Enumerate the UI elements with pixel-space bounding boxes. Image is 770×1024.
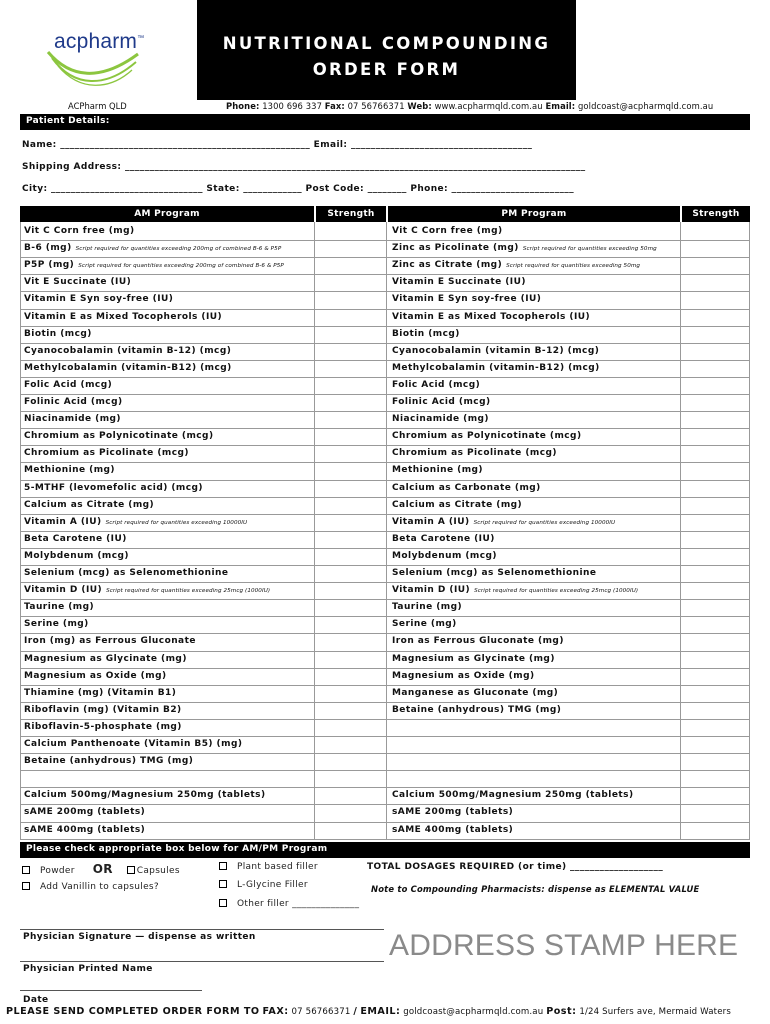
am-strength-input[interactable] bbox=[316, 480, 386, 497]
contact-details: Phone: 1300 696 337 Fax: 07 56766371 Web: www.acpharmqld.com.au Email: goldcoast@acpharmqld.com.au bbox=[226, 101, 714, 111]
pharmacist-note: Note to Compounding Pharmacists: dispense as ELEMENTAL VALUE bbox=[371, 884, 700, 894]
am-item-row bbox=[20, 633, 314, 650]
am-strength-input[interactable] bbox=[316, 394, 386, 411]
pm-strength-input[interactable] bbox=[682, 377, 750, 394]
pm-item-label: Manganese as Gluconate (mg) bbox=[392, 687, 559, 698]
am-item-label: Methylcobalamin (vitamin-B12) (mcg) bbox=[24, 362, 232, 373]
pm-item-row bbox=[388, 702, 680, 719]
am-item-row bbox=[20, 787, 314, 804]
am-item-label: Molybdenum (mcg) bbox=[24, 550, 129, 561]
am-item-label: Vitamin D (IU) bbox=[24, 585, 103, 596]
am-item-row bbox=[20, 599, 314, 616]
pm-strength-input[interactable] bbox=[682, 599, 750, 616]
pm-item-row bbox=[388, 480, 680, 497]
pm-strength-input[interactable] bbox=[682, 343, 750, 360]
location-label: ACPharm QLD bbox=[68, 101, 127, 111]
am-item-label: Vitamin A (IU) bbox=[24, 516, 102, 527]
am-item-label: P5P (mg) bbox=[24, 260, 75, 271]
pm-strength-input[interactable] bbox=[682, 514, 750, 531]
pm-item-script-note: Script required for quantities exceeding 50mg bbox=[522, 246, 657, 253]
am-strength-input[interactable] bbox=[316, 411, 386, 428]
pm-item-label: Folic Acid (mcg) bbox=[392, 379, 481, 390]
am-item-script-note: Script required for quantities exceeding 25mcg (1000IU) bbox=[106, 588, 271, 595]
pm-strength-input[interactable] bbox=[682, 480, 750, 497]
pm-item-row bbox=[388, 616, 680, 633]
am-item-row bbox=[20, 411, 314, 428]
pm-strength-input[interactable] bbox=[682, 445, 750, 462]
pm-item-row bbox=[388, 565, 680, 582]
am-strength-input[interactable] bbox=[316, 787, 386, 804]
am-item-row bbox=[20, 719, 314, 736]
column-divider bbox=[20, 222, 21, 839]
am-item-label: Folinic Acid (mcg) bbox=[24, 397, 123, 407]
am-item-row bbox=[20, 223, 314, 240]
am-item-label: Methionine (mg) bbox=[24, 465, 115, 476]
pm-item-row bbox=[388, 668, 680, 685]
name-email-field[interactable]: Name: ___________________________________________________ Email: _____________________________________ bbox=[22, 140, 533, 150]
or-label: OR bbox=[92, 862, 113, 876]
title-line-1: NUTRITIONAL COMPOUNDING bbox=[222, 34, 551, 53]
pm-item-row bbox=[388, 343, 680, 360]
pm-item-row bbox=[388, 599, 680, 616]
pm-item-label: Betaine (anhydrous) TMG (mg) bbox=[392, 704, 562, 715]
am-item-row bbox=[20, 514, 314, 531]
pm-item-row bbox=[388, 753, 680, 770]
am-item-script-note: Script required for quantities exceeding 10000IU bbox=[105, 519, 248, 526]
pm-strength-input[interactable] bbox=[682, 274, 750, 291]
pm-strength-input[interactable] bbox=[682, 309, 750, 326]
pm-item-label: Taurine (mg) bbox=[392, 602, 463, 613]
am-item-label: 5-MTHF (levomefolic acid) (mcg) bbox=[24, 482, 203, 493]
am-strength-input[interactable] bbox=[316, 343, 386, 360]
pm-item-label: Vitamin E Syn soy-free (IU) bbox=[392, 294, 542, 305]
am-item-row bbox=[20, 548, 314, 565]
logo-wordmark: acpharm™ bbox=[54, 30, 145, 53]
pm-strength-input[interactable] bbox=[682, 548, 750, 565]
am-item-label: Calcium Panthenoate (Vitamin B5) (mg) bbox=[24, 739, 243, 749]
options-header: Please check appropriate box below for AM/PM Program bbox=[20, 842, 750, 858]
pm-strength-input[interactable] bbox=[682, 240, 750, 257]
pm-strength-input[interactable] bbox=[682, 428, 750, 445]
capsules-checkbox[interactable] bbox=[127, 866, 135, 874]
am-item-row bbox=[20, 702, 314, 719]
signature-top-divider bbox=[20, 929, 384, 930]
pm-item-label: Molybdenum (mcg) bbox=[392, 550, 497, 561]
pm-strength-input[interactable] bbox=[682, 702, 750, 719]
am-program-header: AM Program bbox=[20, 206, 314, 222]
am-strength-input[interactable] bbox=[316, 428, 386, 445]
physician-printed-name-label: Physician Printed Name bbox=[23, 964, 153, 974]
am-item-label: Folic Acid (mcg) bbox=[24, 379, 113, 390]
pm-item-label: Vitamin E as Mixed Tocopherols (IU) bbox=[392, 311, 591, 322]
pm-item-label: Folinic Acid (mcg) bbox=[392, 397, 491, 407]
am-strength-input[interactable] bbox=[316, 514, 386, 531]
am-item-row bbox=[20, 445, 314, 462]
pm-item-row bbox=[388, 822, 680, 839]
pm-item-row bbox=[388, 360, 680, 377]
other-filler-option[interactable]: Other filler ______________ bbox=[219, 899, 359, 909]
am-strength-input[interactable] bbox=[316, 668, 386, 685]
pm-strength-input[interactable] bbox=[682, 804, 750, 821]
physician-signature-line[interactable] bbox=[20, 961, 384, 962]
pm-item-row bbox=[388, 445, 680, 462]
am-strength-input[interactable] bbox=[316, 616, 386, 633]
am-item-label: sAME 400mg (tablets) bbox=[24, 824, 146, 835]
row-divider bbox=[20, 839, 750, 840]
am-item-row bbox=[20, 377, 314, 394]
pm-item-label: Magnesium as Glycinate (mg) bbox=[392, 653, 555, 664]
am-strength-input[interactable] bbox=[316, 582, 386, 599]
footer-send-instructions: PLEASE SEND COMPLETED ORDER FORM TO FAX: 07 56766371 / EMAIL: goldcoast@acpharmqld.com.au Post: 1/24 Surfers ave, Mermaid Waters bbox=[6, 1006, 731, 1017]
pm-strength-input[interactable] bbox=[682, 633, 750, 650]
am-strength-input[interactable] bbox=[316, 291, 386, 308]
am-strength-input[interactable] bbox=[316, 240, 386, 257]
am-item-row bbox=[20, 394, 314, 411]
pm-item-row bbox=[388, 685, 680, 702]
am-item-label: Thiamine (mg) (Vitamin B1) bbox=[24, 687, 177, 698]
am-item-row bbox=[20, 326, 314, 343]
am-item-row bbox=[20, 360, 314, 377]
capsules-label: Capsules bbox=[136, 866, 180, 876]
powder-option[interactable]: Powder OR Capsules bbox=[22, 862, 180, 876]
pm-strength-input[interactable] bbox=[682, 497, 750, 514]
am-item-label: Betaine (anhydrous) TMG (mg) bbox=[24, 756, 194, 767]
am-item-script-note: Script required for quantities exceeding 200mg of combined B-6 & P5P bbox=[78, 263, 284, 270]
physician-printed-name-line[interactable] bbox=[20, 990, 202, 991]
pm-item-label: sAME 400mg (tablets) bbox=[392, 824, 514, 835]
column-divider bbox=[386, 222, 387, 839]
am-item-label: Vitamin E Syn soy-free (IU) bbox=[24, 294, 174, 305]
am-item-row bbox=[20, 274, 314, 291]
pm-item-label: Biotin (mcg) bbox=[392, 328, 460, 339]
pm-item-script-note: Script required for quantities exceeding 10000IU bbox=[473, 519, 616, 526]
am-item-label: Iron (mg) as Ferrous Gluconate bbox=[24, 636, 196, 647]
pm-item-row bbox=[388, 326, 680, 343]
pm-item-row bbox=[388, 257, 680, 274]
am-item-row bbox=[20, 582, 314, 599]
am-item-row bbox=[20, 480, 314, 497]
pm-strength-input[interactable] bbox=[682, 411, 750, 428]
pm-strength-input[interactable] bbox=[682, 360, 750, 377]
pm-item-label: Methylcobalamin (vitamin-B12) (mcg) bbox=[392, 362, 600, 373]
pm-item-row bbox=[388, 223, 680, 240]
am-strength-input[interactable] bbox=[316, 223, 386, 240]
pm-item-label: sAME 200mg (tablets) bbox=[392, 807, 514, 818]
pm-item-row bbox=[388, 309, 680, 326]
pm-item-row bbox=[388, 719, 680, 736]
pm-item-label: Vitamin D (IU) bbox=[392, 585, 471, 596]
pm-item-label: Cyanocobalamin (vitamin B-12) (mcg) bbox=[392, 345, 600, 356]
pm-item-row bbox=[388, 633, 680, 650]
pm-item-label: Selenium (mcg) as Selenomethionine bbox=[392, 568, 597, 578]
am-strength-input[interactable] bbox=[316, 651, 386, 668]
form-title bbox=[197, 0, 576, 100]
am-item-row bbox=[20, 462, 314, 479]
pm-item-label: Vitamin A (IU) bbox=[392, 516, 470, 527]
pm-item-row bbox=[388, 462, 680, 479]
pm-item-label: Methionine (mg) bbox=[392, 465, 483, 476]
am-strength-input[interactable] bbox=[316, 804, 386, 821]
contact-header bbox=[0, 100, 770, 113]
plant-filler-option[interactable]: Plant based filler bbox=[219, 862, 318, 872]
email-link[interactable]: goldcoast@acpharmqld.com.au bbox=[578, 101, 714, 111]
am-item-label: Selenium (mcg) as Selenomethionine bbox=[24, 568, 229, 578]
am-item-row bbox=[20, 257, 314, 274]
pm-item-label: Serine (mg) bbox=[392, 619, 457, 630]
am-item-row bbox=[20, 531, 314, 548]
pm-item-label: Chromium as Picolinate (mcg) bbox=[392, 448, 557, 459]
pm-strength-input[interactable] bbox=[682, 822, 750, 839]
lglycine-filler-option[interactable]: L-Glycine Filler bbox=[219, 880, 308, 890]
am-item-row bbox=[20, 822, 314, 839]
pm-strength-input[interactable] bbox=[682, 582, 750, 599]
am-item-label: Vit C Corn free (mg) bbox=[24, 226, 135, 236]
am-strength-input[interactable] bbox=[316, 719, 386, 736]
pm-strength-input[interactable] bbox=[682, 326, 750, 343]
am-item-row bbox=[20, 736, 314, 753]
column-divider bbox=[680, 222, 681, 839]
date-label: Date bbox=[23, 995, 49, 1005]
am-item-row bbox=[20, 668, 314, 685]
am-strength-input[interactable] bbox=[316, 462, 386, 479]
lglycine-filler-checkbox[interactable] bbox=[219, 880, 227, 888]
pm-strength-input[interactable] bbox=[682, 753, 750, 770]
pm-item-label: Zinc as Citrate (mg) bbox=[392, 260, 503, 271]
pm-item-row bbox=[388, 736, 680, 753]
am-item-label: Magnesium as Oxide (mg) bbox=[24, 670, 167, 681]
column-divider bbox=[749, 222, 750, 839]
logo-swoosh-icon bbox=[40, 48, 140, 92]
pm-item-label: Vit C Corn free (mg) bbox=[392, 226, 503, 236]
pm-strength-input[interactable] bbox=[682, 616, 750, 633]
pm-item-row bbox=[388, 651, 680, 668]
am-item-label: Chromium as Polynicotinate (mcg) bbox=[24, 431, 214, 442]
am-strength-header: Strength bbox=[316, 206, 386, 222]
pm-item-row bbox=[388, 240, 680, 257]
pm-strength-input[interactable] bbox=[682, 770, 750, 787]
am-item-row bbox=[20, 309, 314, 326]
pm-item-label: Vitamin E Succinate (IU) bbox=[392, 277, 526, 288]
pm-item-label: Iron as Ferrous Gluconate (mg) bbox=[392, 636, 564, 647]
am-item-label: Calcium 500mg/Magnesium 250mg (tablets) bbox=[24, 790, 266, 801]
website-link[interactable]: www.acpharmqld.com.au bbox=[434, 101, 543, 111]
am-item-label: Magnesium as Glycinate (mg) bbox=[24, 653, 187, 664]
am-strength-input[interactable] bbox=[316, 326, 386, 343]
pm-item-row bbox=[388, 428, 680, 445]
am-item-label: Calcium as Citrate (mg) bbox=[24, 499, 155, 510]
am-item-label: Riboflavin (mg) (Vitamin B2) bbox=[24, 704, 182, 715]
am-item-label: Riboflavin-5-phosphate (mg) bbox=[24, 721, 182, 732]
other-filler-checkbox[interactable] bbox=[219, 899, 227, 907]
am-item-row bbox=[20, 804, 314, 821]
total-dosages-field[interactable]: TOTAL DOSAGES REQUIRED (or time) ___________________ bbox=[367, 862, 664, 872]
patient-details-header: Patient Details: bbox=[20, 114, 750, 130]
am-strength-input[interactable] bbox=[316, 497, 386, 514]
physician-signature-label: Physician Signature — dispense as written bbox=[23, 932, 256, 942]
pm-item-row bbox=[388, 514, 680, 531]
am-item-label: Niacinamide (mg) bbox=[24, 414, 121, 425]
pm-item-label: Niacinamide (mg) bbox=[392, 414, 489, 425]
title-line-2: ORDER FORM bbox=[312, 60, 461, 79]
pm-item-label: Zinc as Picolinate (mg) bbox=[392, 243, 519, 254]
am-item-row bbox=[20, 428, 314, 445]
pm-item-row bbox=[388, 394, 680, 411]
am-strength-input[interactable] bbox=[316, 753, 386, 770]
powder-checkbox[interactable] bbox=[22, 866, 30, 874]
am-strength-input[interactable] bbox=[316, 360, 386, 377]
vanillin-checkbox[interactable] bbox=[22, 882, 30, 890]
am-item-label: Vit E Succinate (IU) bbox=[24, 277, 132, 288]
pm-strength-input[interactable] bbox=[682, 651, 750, 668]
pm-strength-input[interactable] bbox=[682, 531, 750, 548]
am-strength-input[interactable] bbox=[316, 309, 386, 326]
pm-item-row bbox=[388, 274, 680, 291]
pm-item-label: Chromium as Polynicotinate (mcg) bbox=[392, 431, 582, 442]
am-item-row bbox=[20, 685, 314, 702]
pm-strength-input[interactable] bbox=[682, 736, 750, 753]
am-strength-input[interactable] bbox=[316, 531, 386, 548]
city-state-field[interactable]: City: _______________________________ State: ____________ Post Code: ________ Phone: _________________________ bbox=[22, 184, 575, 194]
pm-strength-input[interactable] bbox=[682, 565, 750, 582]
pm-strength-input[interactable] bbox=[682, 462, 750, 479]
pm-item-label: Magnesium as Oxide (mg) bbox=[392, 670, 535, 681]
pm-strength-input[interactable] bbox=[682, 787, 750, 804]
pm-item-row bbox=[388, 291, 680, 308]
pm-item-script-note: Script required for quantities exceeding 25mcg (1000IU) bbox=[474, 588, 639, 595]
pm-item-label: Calcium 500mg/Magnesium 250mg (tablets) bbox=[392, 790, 634, 801]
pm-strength-input[interactable] bbox=[682, 291, 750, 308]
pm-item-row bbox=[388, 787, 680, 804]
pm-program-header: PM Program bbox=[388, 206, 680, 222]
am-strength-input[interactable] bbox=[316, 274, 386, 291]
am-strength-input[interactable] bbox=[316, 377, 386, 394]
footer-email-link[interactable]: goldcoast@acpharmqld.com.au bbox=[403, 1007, 544, 1017]
am-strength-input[interactable] bbox=[316, 565, 386, 582]
pm-item-label: Beta Carotene (IU) bbox=[392, 533, 495, 544]
am-item-label: Biotin (mcg) bbox=[24, 328, 92, 339]
am-strength-input[interactable] bbox=[316, 548, 386, 565]
pm-item-row bbox=[388, 377, 680, 394]
pm-strength-input[interactable] bbox=[682, 257, 750, 274]
am-item-row bbox=[20, 497, 314, 514]
pm-item-row bbox=[388, 531, 680, 548]
shipping-address-field[interactable]: Shipping Address: ______________________________________________________________________________________________ bbox=[22, 162, 586, 172]
am-strength-input[interactable] bbox=[316, 685, 386, 702]
am-strength-input[interactable] bbox=[316, 702, 386, 719]
am-item-label: sAME 200mg (tablets) bbox=[24, 807, 146, 818]
am-item-label: Taurine (mg) bbox=[24, 602, 95, 613]
vanillin-option[interactable]: Add Vanillin to capsules? bbox=[22, 882, 159, 892]
am-item-row bbox=[20, 770, 314, 787]
plant-filler-checkbox[interactable] bbox=[219, 862, 227, 870]
pm-item-row bbox=[388, 804, 680, 821]
pm-item-row bbox=[388, 770, 680, 787]
am-strength-input[interactable] bbox=[316, 822, 386, 839]
am-item-row bbox=[20, 565, 314, 582]
am-strength-input[interactable] bbox=[316, 736, 386, 753]
pm-item-label: Calcium as Citrate (mg) bbox=[392, 499, 523, 510]
am-item-row bbox=[20, 240, 314, 257]
am-item-row bbox=[20, 753, 314, 770]
pm-item-row bbox=[388, 497, 680, 514]
pm-strength-input[interactable] bbox=[682, 685, 750, 702]
am-strength-input[interactable] bbox=[316, 257, 386, 274]
pm-strength-header: Strength bbox=[682, 206, 750, 222]
am-strength-input[interactable] bbox=[316, 599, 386, 616]
am-item-label: Chromium as Picolinate (mcg) bbox=[24, 448, 189, 459]
pm-strength-input[interactable] bbox=[682, 394, 750, 411]
acpharm-logo bbox=[40, 20, 180, 90]
am-item-label: B-6 (mg) bbox=[24, 243, 72, 254]
pm-item-row bbox=[388, 548, 680, 565]
pm-strength-input[interactable] bbox=[682, 668, 750, 685]
am-item-script-note: Script required for quantities exceeding 200mg of combined B-6 & P5P bbox=[75, 246, 282, 253]
am-item-label: Beta Carotene (IU) bbox=[24, 533, 127, 544]
pm-strength-input[interactable] bbox=[682, 223, 750, 240]
pm-item-script-note: Script required for quantities exceeding 50mg bbox=[506, 263, 641, 270]
pm-item-label: Calcium as Carbonate (mg) bbox=[392, 482, 541, 493]
am-item-row bbox=[20, 651, 314, 668]
pm-item-row bbox=[388, 582, 680, 599]
am-item-label: Cyanocobalamin (vitamin B-12) (mcg) bbox=[24, 345, 232, 356]
am-item-label: Vitamin E as Mixed Tocopherols (IU) bbox=[24, 311, 223, 322]
am-strength-input[interactable] bbox=[316, 633, 386, 650]
am-strength-input[interactable] bbox=[316, 770, 386, 787]
address-stamp-area: ADDRESS STAMP HERE bbox=[389, 929, 739, 962]
pm-item-row bbox=[388, 411, 680, 428]
am-item-row bbox=[20, 616, 314, 633]
am-item-row bbox=[20, 291, 314, 308]
am-strength-input[interactable] bbox=[316, 445, 386, 462]
pm-strength-input[interactable] bbox=[682, 719, 750, 736]
column-divider bbox=[314, 222, 315, 839]
am-item-label: Serine (mg) bbox=[24, 619, 89, 630]
am-item-row bbox=[20, 343, 314, 360]
